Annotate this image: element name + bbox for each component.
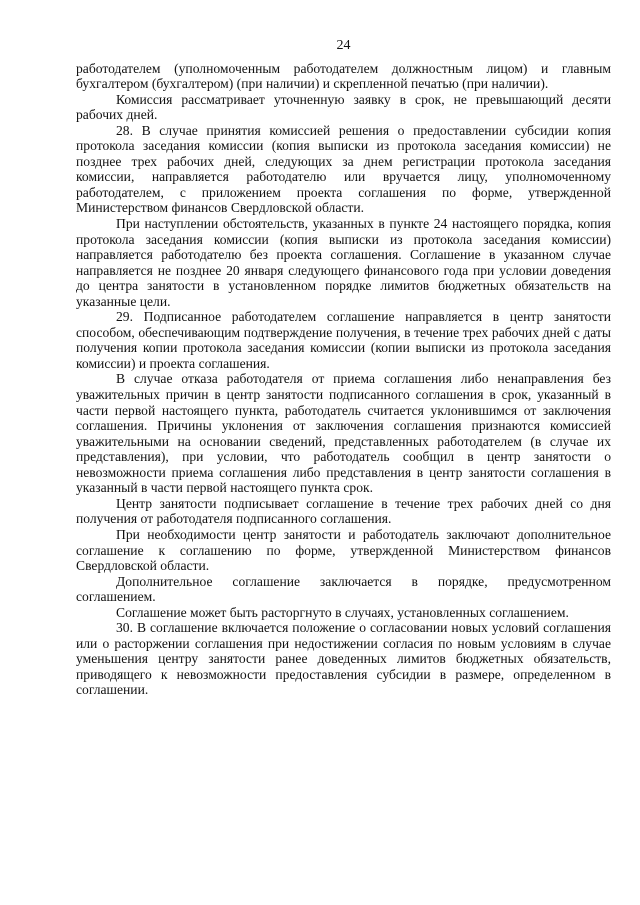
page-number: 24 [336, 38, 351, 53]
paragraph-item-28-circumstances: При наступлении обстоятельств, указанных в пункте 24 настоящего порядка, копия протокола заседания комиссии (копия выписки из протокола заседания комиссии) направляется работодателю без проекта соглашения. Соглашение в указанном случае направляется не позднее 20 января следующего финансового года при условии доведения до центра занятости в установленном порядке лимитов бюджетных обязательств на указанные цели. [76, 216, 611, 309]
paragraph-item-28: 28. В случае принятия комиссией решения о предоставлении субсидии копия протокола заседания комиссии (копия выписки из протокола заседания комиссии) не позднее трех рабочих дней, следующих за днем регистрации протокола заседания комиссии, направляется работодателю или вручается лицу, уполномоченному работодателем, с приложением проекта соглашения по форме, утвержденной Министерством финансов Свердловской области. [76, 122, 611, 216]
document-page [76, 38, 611, 698]
paragraph-item-30: 30. В соглашение включается положение о согласовании новых условий соглашения или о расторжении соглашения при недостижении согласия по новым условиям в случае уменьшения центру занятости ранее доведенных лимитов бюджетных обязательств, приводящего к невозможности предоставления субсидии в размере, определенном в соглашении. [76, 620, 611, 698]
paragraph-item-29-signing: Центр занятости подписывает соглашение в течение трех рабочих дней со дня получения от работодателя подписанного соглашения. [76, 495, 611, 527]
paragraph-item-29: 29. Подписанное работодателем соглашение направляется в центр занятости способом, обеспечивающим подтверждение получения, в течение трех рабочих дней с даты получения копии протокола заседания комиссии (копии выписки из протокола заседания комиссии) и проекта соглашения. [76, 309, 611, 371]
paragraph-item-29-termination: Соглашение может быть расторгнуто в случаях, установленных соглашением. [116, 604, 569, 620]
paragraph-commission-review: Комиссия рассматривает уточненную заявку в срок, не превышающий десяти рабочих дней. [76, 91, 611, 123]
paragraph-continuation: работодателем (уполномоченным работодателем должностным лицом) и главным бухгалтером (бухгалтером) (при наличии) и скрепленной печатью (при наличии). [76, 60, 611, 92]
paragraph-item-29-additional-order: Дополнительное соглашение заключается в порядке, предусмотренном соглашением. [76, 573, 611, 605]
paragraph-item-29-additional-agreement: При необходимости центр занятости и работодатель заключают дополнительное соглашение к соглашению по форме, утвержденной Министерством финансов Свердловской области. [76, 526, 611, 574]
paragraph-item-29-refusal: В случае отказа работодателя от приема соглашения либо ненаправления без уважительных причин в центр занятости подписанного соглашения в срок, указанный в части первой настоящего пункта, работодатель считается уклонившимся от заключения соглашения. Причины уклонения от заключения соглашения признаются комиссией уважительными на основании сведений, представленных работодателем (в случае их представления), при условии, что работодатель сообщил в центр занятости о невозможности приема соглашения либо представления в центр занятости соглашения в указанный в части первой настоящего пункта срок. [76, 371, 611, 496]
